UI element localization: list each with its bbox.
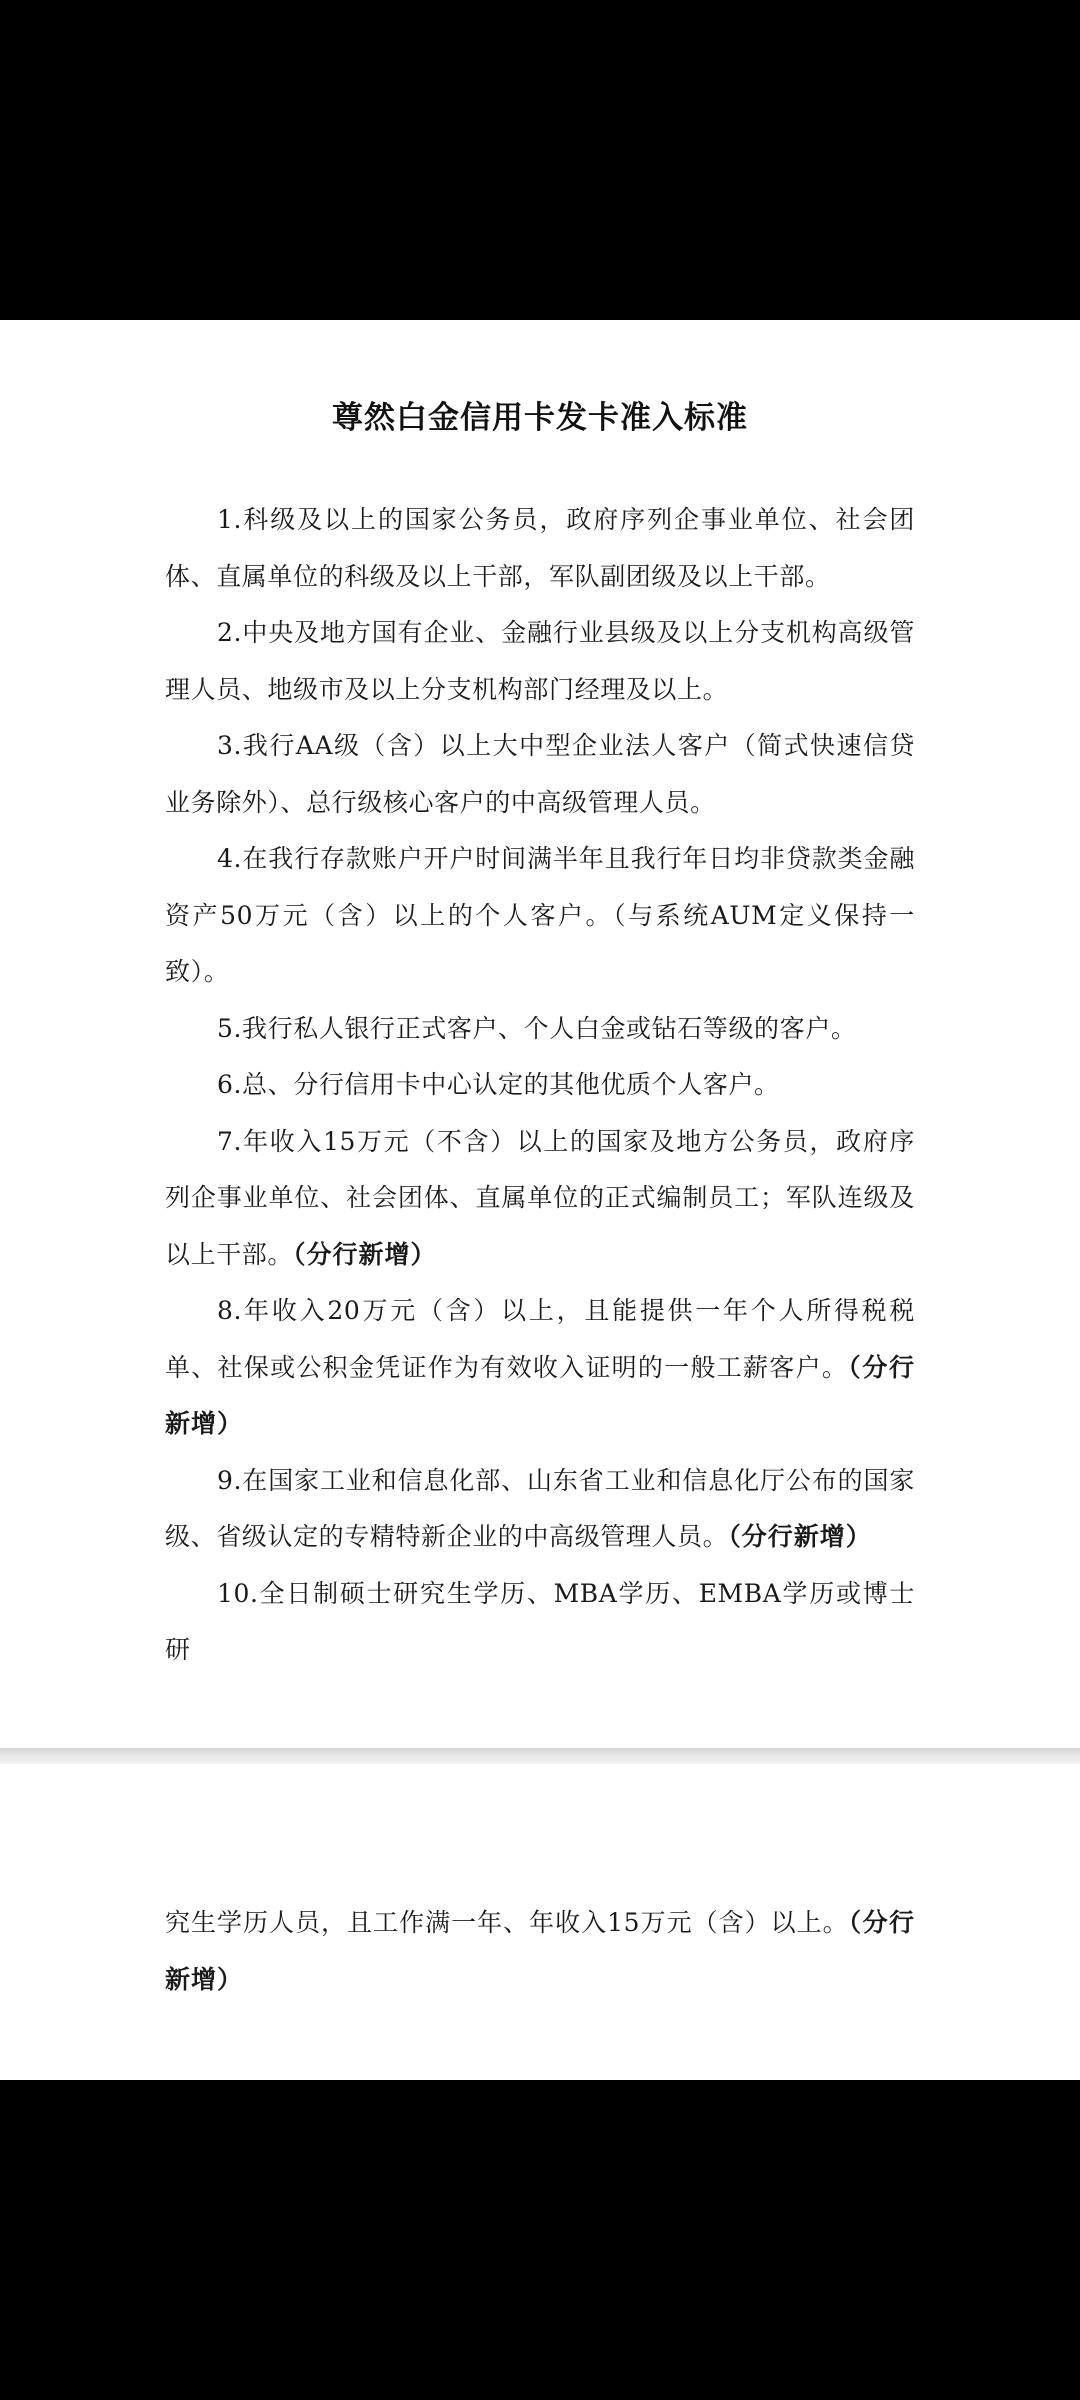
- criteria-text: 3.我行AA级（含）以上大中型企业法人客户（简式快速信贷业务除外）、总行级核心客户的中高级管理人员。: [165, 731, 915, 817]
- criteria-text: 10.全日制硕士研究生学历、MBA学历、EMBA学历或博士研: [165, 1578, 915, 1664]
- criteria-item-6: [165, 1057, 915, 1114]
- criteria-text: 2.中央及地方国有企业、金融行业县级及以上分支机构高级管理人员、地级市及以上分支机构部门经理及以上。: [165, 618, 915, 704]
- branch-added-tag: （分行新增）: [165, 1352, 915, 1438]
- criteria-text: 1.科级及以上的国家公务员，政府序列企事业单位、社会团体、直属单位的科级及以上干部，军队副团级及以上干部。: [165, 505, 915, 591]
- branch-added-tag: （分行新增）: [293, 1239, 437, 1269]
- criteria-item-7: [165, 1114, 915, 1284]
- criteria-item-9: [165, 1453, 915, 1566]
- branch-added-tag: （分行新增）: [165, 1908, 915, 1994]
- criteria-item-2: [165, 605, 915, 718]
- criteria-text: 究生学历人员，且工作满一年、年收入15万元（含）以上。: [165, 1908, 849, 1937]
- criteria-list: [165, 492, 915, 1679]
- criteria-item-4: [165, 831, 915, 1001]
- page-separator: [0, 1748, 1080, 1764]
- criteria-item-1: [165, 492, 915, 605]
- criteria-item-8: [165, 1283, 915, 1453]
- document-title: 尊然白金信用卡发卡准入标准: [332, 400, 748, 436]
- criteria-text: 6.总、分行信用卡中心认定的其他优质个人客户。: [217, 1070, 780, 1099]
- branch-added-tag: （分行新增）: [728, 1522, 872, 1551]
- criteria-text: 4.在我行存款账户开户时间满半年且我行年日均非贷款类金融资产50万元（含）以上的个人客户。（与系统AUM定义保持一致）。: [165, 844, 915, 986]
- criteria-text: 7.年收入15万元（不含）以上的国家及地方公务员，政府序列企事业单位、社会团体、直属单位的正式编制员工；军队连级及以上干部。: [165, 1126, 915, 1269]
- criteria-text: 5.我行私人银行正式客户、个人白金或钻石等级的客户。: [217, 1013, 857, 1043]
- criteria-text: 8.年收入20万元（含）以上，且能提供一年个人所得税税单、社保或公积金凭证作为有效收入证明的一般工薪客户。: [165, 1296, 915, 1382]
- criteria-item-5: [165, 1001, 915, 1058]
- criteria-item-10: [165, 1566, 915, 1679]
- document-page-1: [0, 320, 1080, 1748]
- document-page-2: [0, 1764, 1080, 2080]
- criteria-item-3: [165, 718, 915, 831]
- criteria-text: 9.在国家工业和信息化部、山东省工业和信息化厅公布的国家级、省级认定的专精特新企业的中高级管理人员。: [165, 1465, 915, 1551]
- criteria-item-10-continued: [165, 1764, 915, 2008]
